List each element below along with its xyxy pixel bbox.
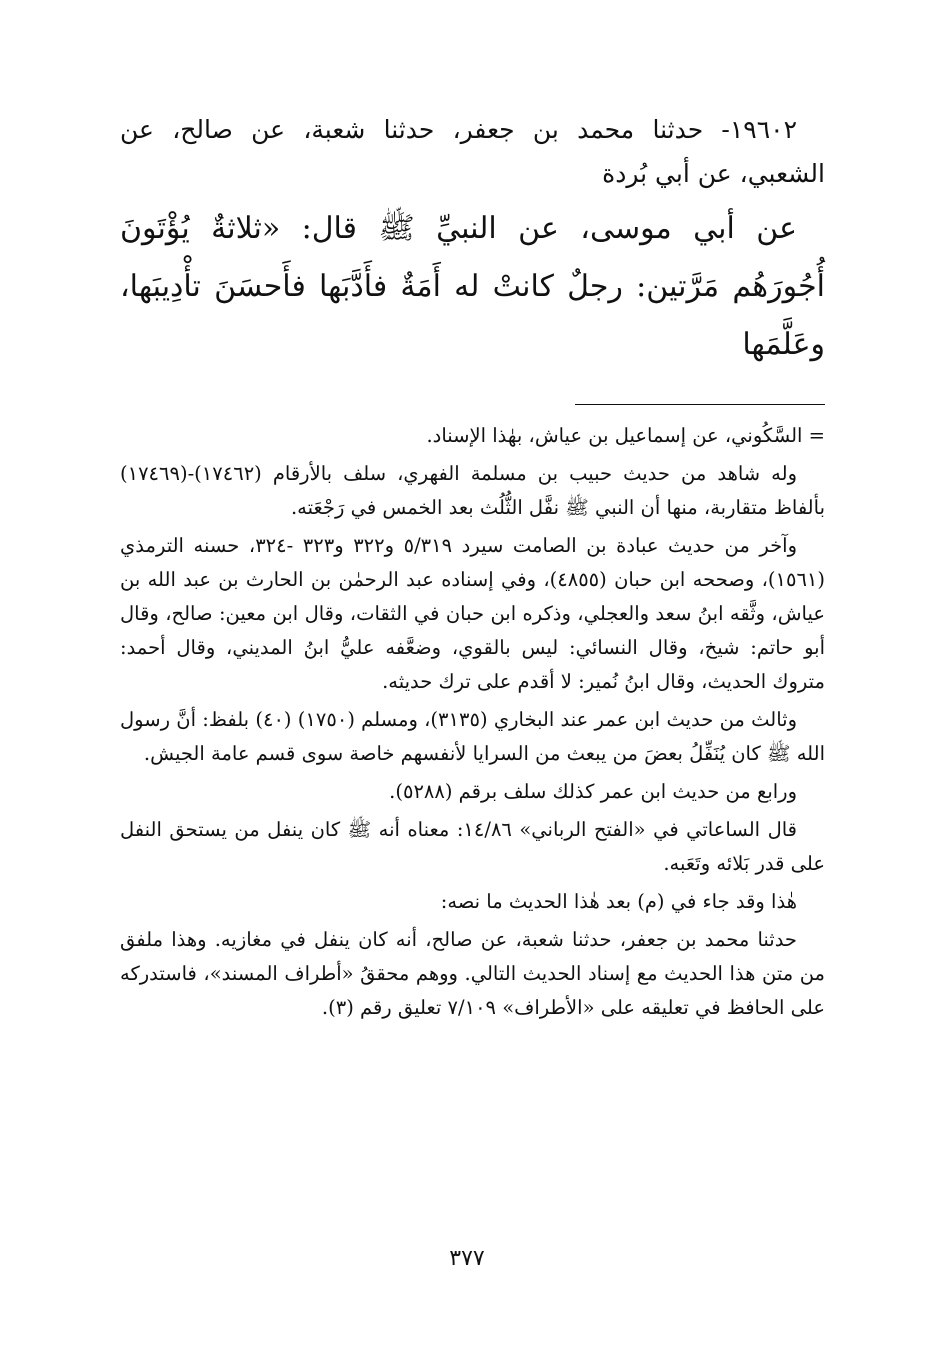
footnote-paragraph: = السَّكُوني، عن إسماعيل بن عياش، بهٰذا الإسناد. [426,424,825,447]
hadith-isnad: ١٩٦٠٢- حدثنا محمد بن جعفر، حدثنا شعبة، عن صالح، عن الشعبي، عن أبي بُردة [120,115,825,188]
footnote-paragraph: هٰذا وقد جاء في (م) بعد هٰذا الحديث ما نصه: [440,890,797,913]
footnote-separator [575,404,825,405]
page-number: ٣٧٧ [449,1246,485,1271]
footnote-paragraph: ورابع من حديث ابن عمر كذلك سلف برقم (٥٢٨٨). [389,780,797,803]
page-content [120,108,825,1029]
footnote-paragraph: وآخر من حديث عبادة بن الصامت سيرد ٥/٣١٩ و٣٢٢ و٣٢٣ -٣٢٤، حسنه الترمذي (١٥٦١)، وصححه ابن حبان (٤٨٥٥)، وفي إسناده عبد الرحمٰن بن الحارث بن عبد الله بن عياش، وثَّقه ابنُ سعد والعجلي، وذكره ابن حبان في الثقات، وقال ابن معين: صالح، وقال أبو حاتم: شيخ، وقال النسائي: ليس بالقوي، وضعَّفه عليُّ ابنُ المديني، وقال أحمد: متروك الحديث، وقال ابنُ نُمير: لا أقدم على ترك حديثه. [120,534,826,693]
hadith-text: عن أبي موسى، عن النبيِّ ﷺ قال: «ثلاثةٌ يُؤْتَونَ أُجُورَهُم مَرَّتين: رجلٌ كانتْ له أَمَةٌ فأَدَّبَها فأَحسَنَ تأْدِيبَها، وعَلَّمَها [120,211,825,362]
footnote-paragraph: قال الساعاتي في «الفتح الرباني» ١٤/٨٦: معناه أنه ﷺ كان ينفل من يستحق النفل على قدر بَلائه وتَعَبه. [120,818,825,875]
footnote-paragraph: وله شاهد من حديث حبيب بن مسلمة الفهري، سلف بالأرقام (١٧٤٦٢)-(١٧٤٦٩) بألفاظ متقاربة، منها أن النبي ﷺ نفَّل الثُّلُث بعد الخمس في رَجْعَته. [120,462,825,519]
footnotes [120,419,825,1025]
main-text [120,108,825,374]
footnote-paragraph: وثالث من حديث ابن عمر عند البخاري (٣١٣٥)، ومسلم (١٧٥٠) (٤٠) بلفظ: أنَّ رسول الله ﷺ كان يُنَفِّلُ بعضَ من يبعث من السرايا لأنفسهم خاصة سوى قسم عامة الجيش. [120,708,825,765]
footnote-paragraph: حدثنا محمد بن جعفر، حدثنا شعبة، عن صالح، أنه كان ينفل في مغازيه. وهذا ملفق من متن هذا الحديث مع إسناد الحديث التالي. ووهم محققُ «أطراف المسند»، فاستدركه على الحافظ في تعليقه على «الأطراف» ٧/١٠٩ تعليق رقم (٣). [120,928,825,1019]
